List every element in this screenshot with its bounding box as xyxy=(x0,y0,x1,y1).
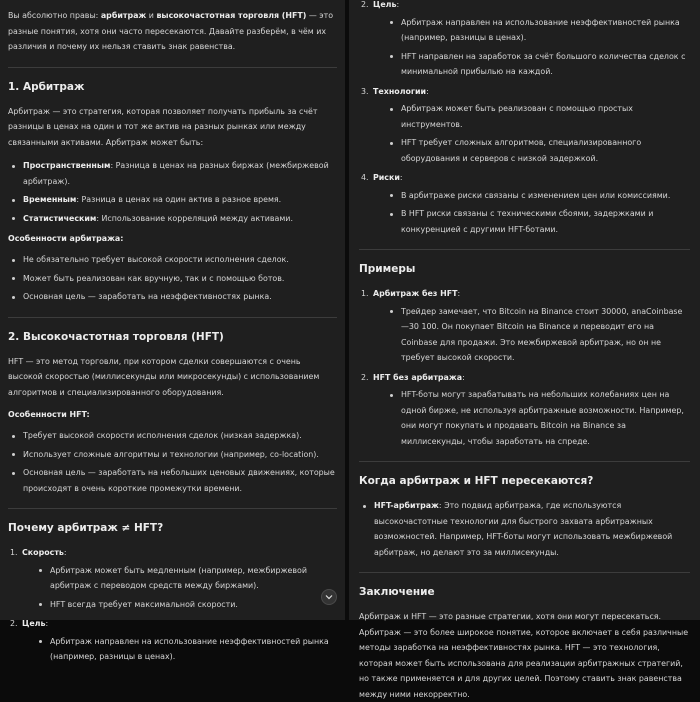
numbered-item xyxy=(359,84,690,167)
sub-list xyxy=(373,15,690,80)
heading-colon: : xyxy=(86,410,90,419)
item-label: Технологии xyxy=(373,86,427,96)
overlap-list xyxy=(359,498,690,560)
item-label: Цель xyxy=(373,0,397,9)
list-item xyxy=(359,498,690,560)
item-label: Риски xyxy=(373,173,400,182)
list-item: Арбитраж может быть реализован с помощью простых инструментов. xyxy=(373,101,690,132)
intro-text: и xyxy=(146,11,157,20)
sub-list xyxy=(373,188,690,238)
section-title-arbitrage: 1. Арбитраж xyxy=(8,80,85,93)
list-item: Может быть реализован как вручную, так и с помощью ботов. xyxy=(8,271,337,287)
section-title-hft: 2. Высокочастотная торговля (HFT) xyxy=(8,330,224,343)
right-panel xyxy=(349,0,700,699)
section-title-overlap: Когда арбитраж и HFT пересекаются? xyxy=(359,475,594,487)
list-item: Арбитраж направлен на использование неэффективностей рынка (например, разницы в ценах). xyxy=(22,634,337,665)
list-item-text: : Разница в ценах на один актив в разное время. xyxy=(76,195,282,204)
item-colon: : xyxy=(462,372,465,382)
item-number: 1. xyxy=(10,548,18,557)
list-item: Требует высокой скорости исполнения сделок (низкая задержка). xyxy=(8,428,337,444)
divider xyxy=(359,249,690,250)
list-item xyxy=(8,158,337,189)
list-item: Использует сложные алгоритмы и технологии (например, co-location). xyxy=(8,447,337,463)
left-panel xyxy=(0,0,345,661)
hft-features-list xyxy=(8,428,337,496)
sub-list xyxy=(22,563,337,613)
conclusion-paragraph: Арбитраж и HFT — это разные стратегии, хотя они могут пересекаться. Арбитраж — это более широкое понятие, которое включает в себя различные методы заработка на неэффективностях рынка. HFT — это технология, которая может быть использована для реализации арбитражных стратегий, но также применяется и для других целей. Поэтому ставить знак равенства между ними некорректно. xyxy=(359,612,689,699)
why-list xyxy=(8,545,337,665)
intro-bold-hft: высокочастотная торговля (HFT) xyxy=(156,11,307,20)
divider xyxy=(8,317,337,318)
hft-features-heading xyxy=(8,408,337,422)
intro-bold-arbitrage: арбитраж xyxy=(100,11,147,20)
examples-list xyxy=(359,286,690,449)
item-colon: : xyxy=(45,619,49,628)
list-item-label: Временным xyxy=(23,195,77,204)
list-item: Трейдер замечает, что Bitcoin на Binance стоит 30000, anaCoinbase—30 100. Он покупает Bitcoin на Binance и переводит его на Coinbase для продажи. Это межбиржевой арбитраж, но он не требует высокой скорости. xyxy=(373,304,690,366)
list-item-text: : Использование корреляций между активами. xyxy=(96,213,293,223)
list-item: Арбитраж направлен на использование неэффективностей рынка (например, разницы в ценах). xyxy=(373,15,690,46)
hft-paragraph: HFT — это метод торговли, при котором сделки совершаются с очень высокой скоростью (миллисекунды или микросекунды) с использованием алгоритмов и специализированного оборудования. xyxy=(8,356,320,397)
item-label: HFT без арбитража xyxy=(373,372,463,382)
list-item: Арбитраж может быть медленным (например, межбиржевой арбитраж с переводом средств между биржами). xyxy=(22,563,337,594)
numbered-item xyxy=(359,0,690,80)
arbitrage-features-list xyxy=(8,252,337,305)
sub-list xyxy=(373,304,690,366)
item-colon: : xyxy=(457,289,461,298)
numbered-item xyxy=(359,370,690,450)
intro-text: — это разные понятия, хотя они часто пересекаются. Давайте разберём, в чём их различия и почему их нельзя ставить знак равенства. xyxy=(8,11,334,51)
item-number: 1. xyxy=(361,289,369,298)
intro-text: Вы абсолютно правы: xyxy=(8,11,101,20)
arbitrage-paragraph: Арбитраж — это стратегия, которая позволяет получать прибыль за счёт разницы в ценах на один и тот же актив на разных рынках или между связанными активами. Арбитраж может быть: xyxy=(8,106,318,147)
section-title-examples: Примеры xyxy=(359,263,416,275)
item-number: 2. xyxy=(361,0,369,9)
sub-list xyxy=(22,634,337,665)
divider xyxy=(8,508,337,509)
item-number: 2. xyxy=(361,372,369,382)
list-item: Основная цель — заработать на неэффективностях рынка. xyxy=(8,289,337,305)
list-item: HFT-боты могут зарабатывать на небольших колебаниях цен на одной бирже, не используя арбитражные возможности. Например, они могут покупать и продавать Bitcoin на Binance за миллисекунды, чтобы заработать на спреде. xyxy=(373,387,690,449)
divider xyxy=(359,572,690,573)
list-item xyxy=(8,211,337,227)
item-number: 3. xyxy=(361,86,369,96)
section-title-why: Почему арбитраж ≠ HFT? xyxy=(8,522,164,534)
divider xyxy=(359,461,690,462)
item-colon: : xyxy=(63,548,67,557)
item-colon: : xyxy=(399,173,403,182)
list-item: Основная цель — заработать на небольших ценовых движениях, которые происходят в очень короткие промежутки времени. xyxy=(8,465,337,496)
item-number: 2. xyxy=(10,619,18,628)
sub-list xyxy=(373,387,690,449)
heading-colon: : xyxy=(120,234,124,243)
divider xyxy=(8,67,337,68)
numbered-item xyxy=(8,616,337,665)
numbered-item xyxy=(359,170,690,237)
section-title-conclusion: Заключение xyxy=(359,586,435,598)
list-item-label: Пространственным xyxy=(23,161,111,170)
numbered-item xyxy=(359,286,690,366)
list-item: HFT требует сложных алгоритмов, специализированного оборудования и серверов с низкой задержкой. xyxy=(373,135,690,166)
list-item xyxy=(8,192,337,208)
intro-paragraph xyxy=(8,8,337,55)
why-list-continued xyxy=(359,0,690,237)
list-item-text: : Это подвид арбитража, где используются высокочастотные технологии для быстрого захвата арбитражных возможностей. Например, HFT-боты могут использовать межбиржевой арбитраж, но делают это за миллисекунды. xyxy=(374,501,673,557)
list-item: В арбитраже риски связаны с изменением цен или комиссиями. xyxy=(373,188,690,204)
list-item: HFT всегда требует максимальной скорости. xyxy=(22,597,337,613)
list-item-text: : Разница в ценах на разных биржах (межбиржевой арбитраж). xyxy=(23,161,329,186)
item-number: 4. xyxy=(361,173,369,182)
list-item: Не обязательно требует высокой скорости исполнения сделок. xyxy=(8,252,337,268)
numbered-item xyxy=(8,545,337,612)
arbitrage-types-list xyxy=(8,158,337,226)
item-colon: : xyxy=(426,86,429,96)
list-item: В HFT риски связаны с техническими сбоями, задержками и конкуренцией с другими HFT-ботами. xyxy=(373,206,690,237)
list-item-label: HFT-арбитраж xyxy=(374,501,439,510)
heading-text: Особенности арбитража xyxy=(8,234,121,243)
list-item: HFT направлен на заработок за счёт большого количества сделок с минимальной прибылью на каждой. xyxy=(373,49,690,80)
item-colon: : xyxy=(396,0,400,9)
list-item-label: Статистическим xyxy=(23,213,97,223)
arbitrage-features-heading xyxy=(8,232,337,246)
item-label: Цель xyxy=(22,619,46,628)
heading-text: Особенности HFT xyxy=(8,410,87,419)
item-label: Арбитраж без HFT xyxy=(373,289,458,298)
item-label: Скорость xyxy=(22,548,64,557)
chevron-down-icon xyxy=(325,593,333,601)
scroll-down-button[interactable] xyxy=(321,589,337,605)
sub-list xyxy=(373,101,690,166)
